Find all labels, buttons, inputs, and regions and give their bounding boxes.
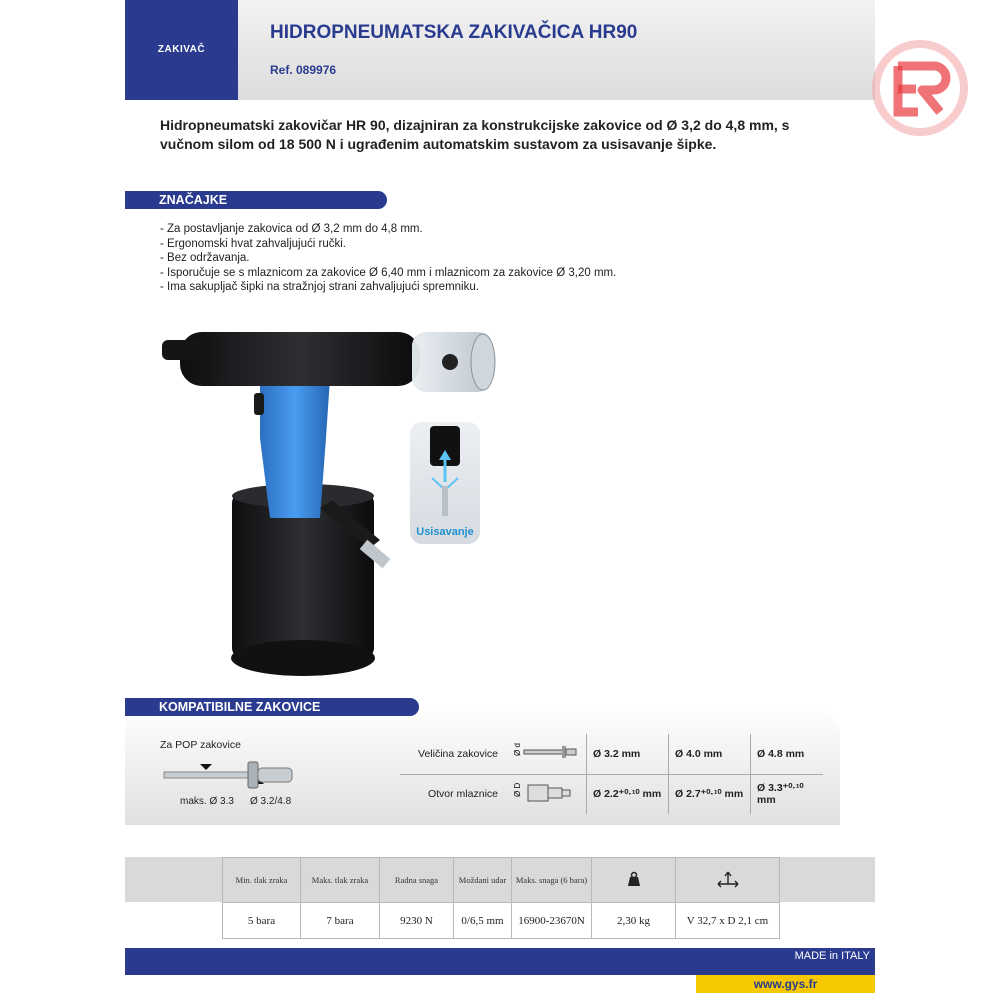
category-banner — [125, 0, 238, 100]
table-cell: 0/6,5 mm — [454, 903, 512, 939]
page-title: HIDROPNEUMATSKA ZAKIVAČICA HR90 — [270, 22, 638, 43]
table-cell: Ø 3.2 mm — [587, 734, 669, 774]
table-header: Radna snaga — [380, 858, 454, 903]
rivet-diameter-label: Ø 3.2/4.8 — [250, 796, 292, 807]
table-cell: Ø 2.2⁺⁰·¹⁰ mm — [587, 774, 669, 814]
reference-number: Ref. 089976 — [270, 63, 337, 77]
table-cell: Ø 2.7⁺⁰·¹⁰ mm — [669, 774, 751, 814]
table-header: Maks. snaga (6 bara) — [512, 858, 592, 903]
pop-label: Za POP zakovice — [160, 739, 241, 751]
table-cell: 5 bara — [223, 903, 301, 939]
table-cell: Ø 4.8 mm — [751, 734, 823, 774]
table-header: Moždani udar — [454, 858, 512, 903]
specs-table — [222, 857, 780, 939]
rivet-size-icon — [504, 734, 587, 774]
footer-bar — [125, 948, 875, 975]
features-list — [160, 222, 616, 295]
table-cell: 7 bara — [301, 903, 380, 939]
list-item: - Za postavljanje zakovica od Ø 3,2 mm do 4,8 mm. — [160, 223, 423, 235]
table-row — [400, 734, 823, 774]
dimensions-icon — [676, 858, 780, 903]
table-cell: V 32,7 x D 2,1 cm — [676, 903, 780, 939]
row-label: Otvor mlaznice — [427, 788, 498, 801]
table-cell: 16900-23670N — [512, 903, 592, 939]
table-header: Min. tlak zraka — [223, 858, 301, 903]
svg-text:Ø D: Ø D — [513, 782, 522, 797]
made-in-label: MADE in ITALY — [794, 950, 870, 962]
compatible-heading: KOMPATIBILNE ZAKOVICE — [125, 698, 419, 716]
list-item: - Ima sakupljač šipki na stražnjoj strani zahvaljujući spremniku. — [160, 281, 479, 293]
table-row — [400, 774, 823, 814]
table-cell: Ø 4.0 mm — [669, 734, 751, 774]
row-label: Veličina zakovice — [400, 734, 504, 774]
table-header: Maks. tlak zraka — [301, 858, 380, 903]
category-label: ZAKIVAČ — [157, 44, 206, 55]
table-cell: 2,30 kg — [592, 903, 676, 939]
nozzle-icon — [504, 774, 587, 814]
table-row — [223, 903, 780, 939]
suction-inset — [410, 422, 480, 544]
features-heading: ZNAČAJKE — [125, 191, 387, 209]
compatible-table — [400, 734, 823, 814]
brand-logo — [868, 36, 972, 140]
weight-icon — [592, 858, 676, 903]
table-row — [223, 858, 780, 903]
title-banner — [238, 0, 875, 100]
product-description: Hidropneumatski zakovičar HR 90, dizajniran za konstrukcijske zakovice od Ø 3,2 do 4,8 mm, s vučnom silom od 18 500 N i ugrađenim automatskim sustavom za usisavanje šipke. — [160, 117, 790, 152]
list-item: - Ergonomski hvat zahvaljujući ručki. — [160, 237, 346, 250]
max-diameter-label: maks. Ø 3.3 — [180, 796, 234, 807]
suction-diagram — [410, 422, 480, 522]
list-item: - Bez održavanja. — [160, 252, 250, 264]
pop-rivet-icon — [162, 756, 302, 796]
list-item: - Isporučuje se s mlaznicom za zakovice Ø 6,40 mm i mlaznicom za zakovice Ø 3,20 mm. — [160, 266, 617, 279]
website-link[interactable]: www.gys.fr — [696, 975, 875, 993]
table-cell: 9230 N — [380, 903, 454, 939]
svg-text:Ø d: Ø d — [513, 743, 522, 757]
table-cell: Ø 3.3⁺⁰·¹⁰ mm — [751, 774, 823, 814]
suction-label: Usisavanje — [416, 526, 474, 538]
